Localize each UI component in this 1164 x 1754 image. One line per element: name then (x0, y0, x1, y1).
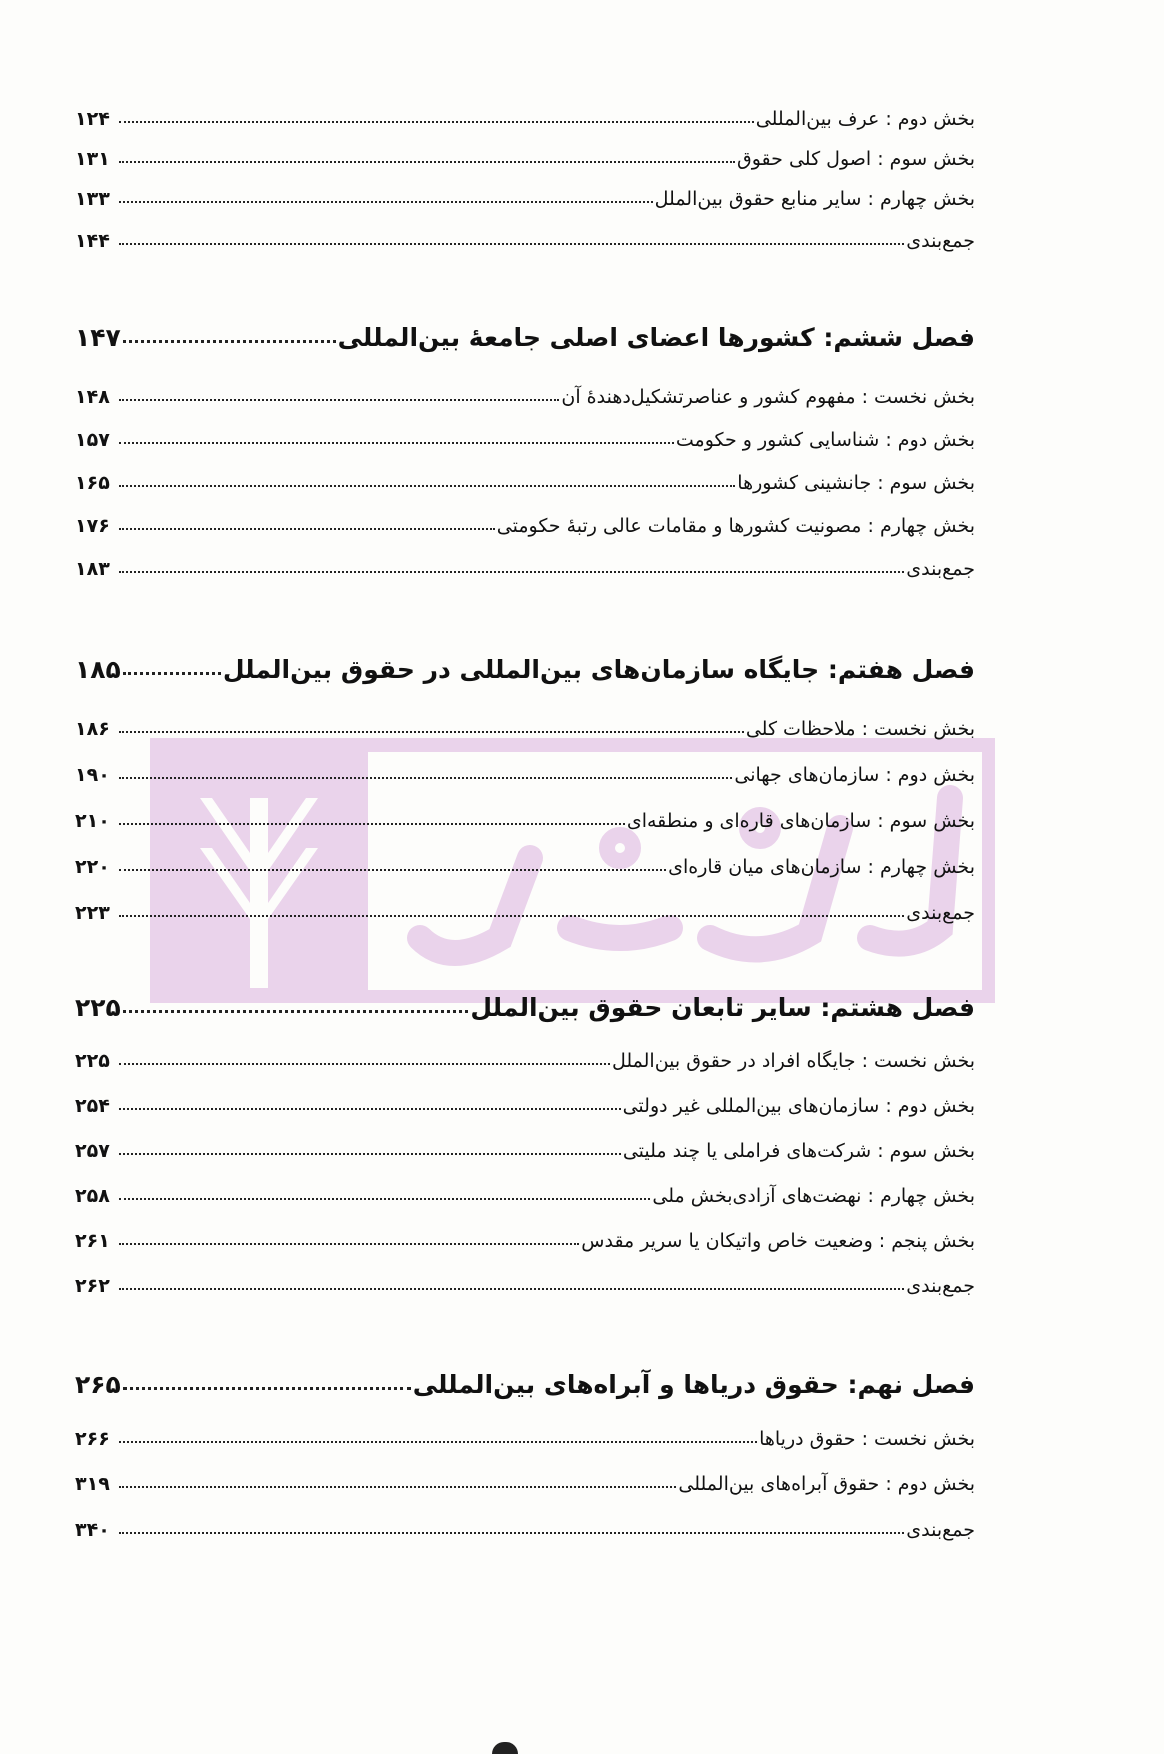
entry-page: ۱۸۳ (75, 558, 110, 580)
toc-entry[interactable] (75, 503, 975, 537)
toc-entry[interactable] (75, 1173, 975, 1207)
entry-page: ۲۲۰ (75, 856, 110, 878)
toc-entry[interactable] (75, 1038, 975, 1072)
dot-leader (119, 1532, 904, 1534)
dot-leader (119, 1441, 757, 1443)
entry-title: بخش سوم : جانشینی کشورها (737, 472, 975, 494)
dot-leader (119, 1108, 621, 1110)
chapter-page: ۲۲۵ (75, 993, 121, 1022)
dot-leader (119, 161, 735, 163)
toc-entry[interactable] (75, 890, 975, 924)
entry-title: بخش نخست : ملاحظات کلی (745, 718, 975, 740)
dot-leader (119, 1243, 579, 1245)
chapter-title: فصل هشتم: سایر تابعان حقوق بین‌الملل (470, 993, 975, 1022)
dot-leader (119, 1198, 650, 1200)
entry-title: جمع‌بندی (906, 230, 975, 252)
entry-page: ۲۵۴ (75, 1095, 110, 1117)
entry-title: بخش دوم : حقوق آبراه‌های بین‌المللی (678, 1473, 975, 1495)
entry-page: ۲۶۲ (75, 1275, 110, 1297)
entry-title: بخش چهارم : سایر منابع حقوق بین‌الملل (654, 188, 975, 210)
chapter-title: فصل نهم: حقوق دریاها و آبراه‌های بین‌المللی (412, 1370, 975, 1399)
dot-leader (119, 1153, 621, 1155)
toc-entry[interactable] (75, 706, 975, 740)
entry-title: بخش چهارم : مصونیت کشورها و مقامات عالی رتبهٔ حکومتی (496, 515, 975, 537)
toc-entry[interactable] (75, 96, 975, 130)
entry-title: جمع‌بندی (906, 902, 975, 924)
entry-title: بخش دوم : سازمان‌های بین‌المللی غیر دولتی (622, 1095, 975, 1117)
chapter-title: فصل هفتم: جایگاه سازمان‌های بین‌المللی در حقوق بین‌الملل (222, 655, 975, 684)
dot-leader (119, 777, 732, 779)
dot-leader (119, 442, 674, 444)
entry-page: ۲۶۱ (75, 1230, 110, 1252)
chapter-title: فصل ششم: کشورها اعضای اصلی جامعهٔ بین‌المللی (337, 323, 975, 352)
entry-title: بخش چهارم : سازمان‌های میان قاره‌ای (668, 856, 975, 878)
entry-page: ۱۳۳ (75, 188, 110, 210)
toc-entry[interactable] (75, 1128, 975, 1162)
entry-title: بخش دوم : عرف بین‌المللی (755, 108, 975, 130)
entry-page: ۲۶۶ (75, 1428, 110, 1450)
chapter-page: ۱۴۷ (75, 323, 121, 352)
dot-leader (119, 1486, 676, 1488)
dot-leader (119, 1063, 610, 1065)
toc-entry[interactable] (75, 752, 975, 786)
entry-title: جمع‌بندی (906, 1275, 975, 1297)
entry-page: ۱۷۶ (75, 515, 110, 537)
chapter-heading[interactable] (75, 650, 975, 684)
entry-title: بخش دوم : شناسایی کشور و حکومت (675, 429, 975, 451)
toc-entry[interactable] (75, 1218, 975, 1252)
entry-page: ۳۱۹ (75, 1473, 110, 1495)
entry-page: ۱۳۱ (75, 148, 110, 170)
entry-page: ۱۶۵ (75, 472, 110, 494)
dot-leader (119, 823, 625, 825)
entry-title: جمع‌بندی (906, 558, 975, 580)
entry-page: ۲۲۳ (75, 902, 110, 924)
dot-leader (119, 399, 559, 401)
chapter-page: ۲۶۵ (75, 1370, 121, 1399)
dot-leader (119, 485, 735, 487)
chapter-page: ۱۸۵ (75, 655, 121, 684)
chapter-heading[interactable] (75, 1365, 975, 1399)
entry-page: ۲۵۸ (75, 1185, 110, 1207)
toc-entry[interactable] (75, 1083, 975, 1117)
entry-title: بخش سوم : اصول کلی حقوق (737, 148, 975, 170)
entry-title: بخش پنجم : وضعیت خاص واتیکان یا سریر مقدس (581, 1230, 975, 1252)
entry-title: بخش نخست : مفهوم کشور و عناصرتشکیل‌دهندهٔ آن (561, 386, 975, 408)
entry-title: بخش سوم : شرکت‌های فراملی یا چند ملیتی (622, 1140, 975, 1162)
toc-entry[interactable] (75, 218, 975, 252)
toc-entry[interactable] (75, 374, 975, 408)
toc-entry[interactable] (75, 798, 975, 832)
dot-leader (119, 731, 744, 733)
entry-title: بخش نخست : جایگاه افراد در حقوق بین‌الملل (611, 1050, 975, 1072)
entry-title: جمع‌بندی (906, 1519, 975, 1541)
entry-title: بخش سوم : سازمان‌های قاره‌ای و منطقه‌ای (626, 810, 975, 832)
toc-entry[interactable] (75, 1263, 975, 1297)
chapter-heading[interactable] (75, 988, 975, 1022)
dot-leader (119, 869, 666, 871)
dot-leader (119, 1288, 904, 1290)
chapter-heading[interactable] (75, 318, 975, 352)
entry-page: ۲۲۵ (75, 1050, 110, 1072)
toc-entry[interactable] (75, 546, 975, 580)
dot-leader (119, 915, 904, 917)
dot-leader (119, 243, 904, 245)
entry-title: بخش دوم : سازمان‌های جهانی (734, 764, 975, 786)
toc-entry[interactable] (75, 844, 975, 878)
toc-entry[interactable] (75, 176, 975, 210)
dot-leader (123, 1387, 411, 1390)
dot-leader (123, 340, 336, 343)
dot-leader (123, 1010, 469, 1013)
entry-page: ۱۲۴ (75, 108, 110, 130)
entry-page: ۱۹۰ (75, 764, 110, 786)
toc-entry[interactable] (75, 460, 975, 494)
entry-title: بخش چهارم : نهضت‌های آزادی‌بخش ملی (652, 1185, 975, 1207)
entry-title: بخش نخست : حقوق دریاها (759, 1428, 975, 1450)
dot-leader (119, 121, 754, 123)
toc-entry[interactable] (75, 1507, 975, 1541)
toc-entry[interactable] (75, 1416, 975, 1450)
entry-page: ۱۴۸ (75, 386, 110, 408)
toc-entry[interactable] (75, 417, 975, 451)
dot-leader (119, 571, 904, 573)
toc-entry[interactable] (75, 136, 975, 170)
dot-leader (119, 528, 495, 530)
entry-page: ۱۴۴ (75, 230, 110, 252)
entry-page: ۱۵۷ (75, 429, 110, 451)
entry-page: ۲۵۷ (75, 1140, 110, 1162)
dot-leader (123, 672, 221, 675)
entry-page: ۲۱۰ (75, 810, 110, 832)
entry-page: ۱۸۶ (75, 718, 110, 740)
dot-leader (119, 201, 653, 203)
toc-entry[interactable] (75, 1461, 975, 1495)
entry-page: ۳۴۰ (75, 1519, 110, 1541)
